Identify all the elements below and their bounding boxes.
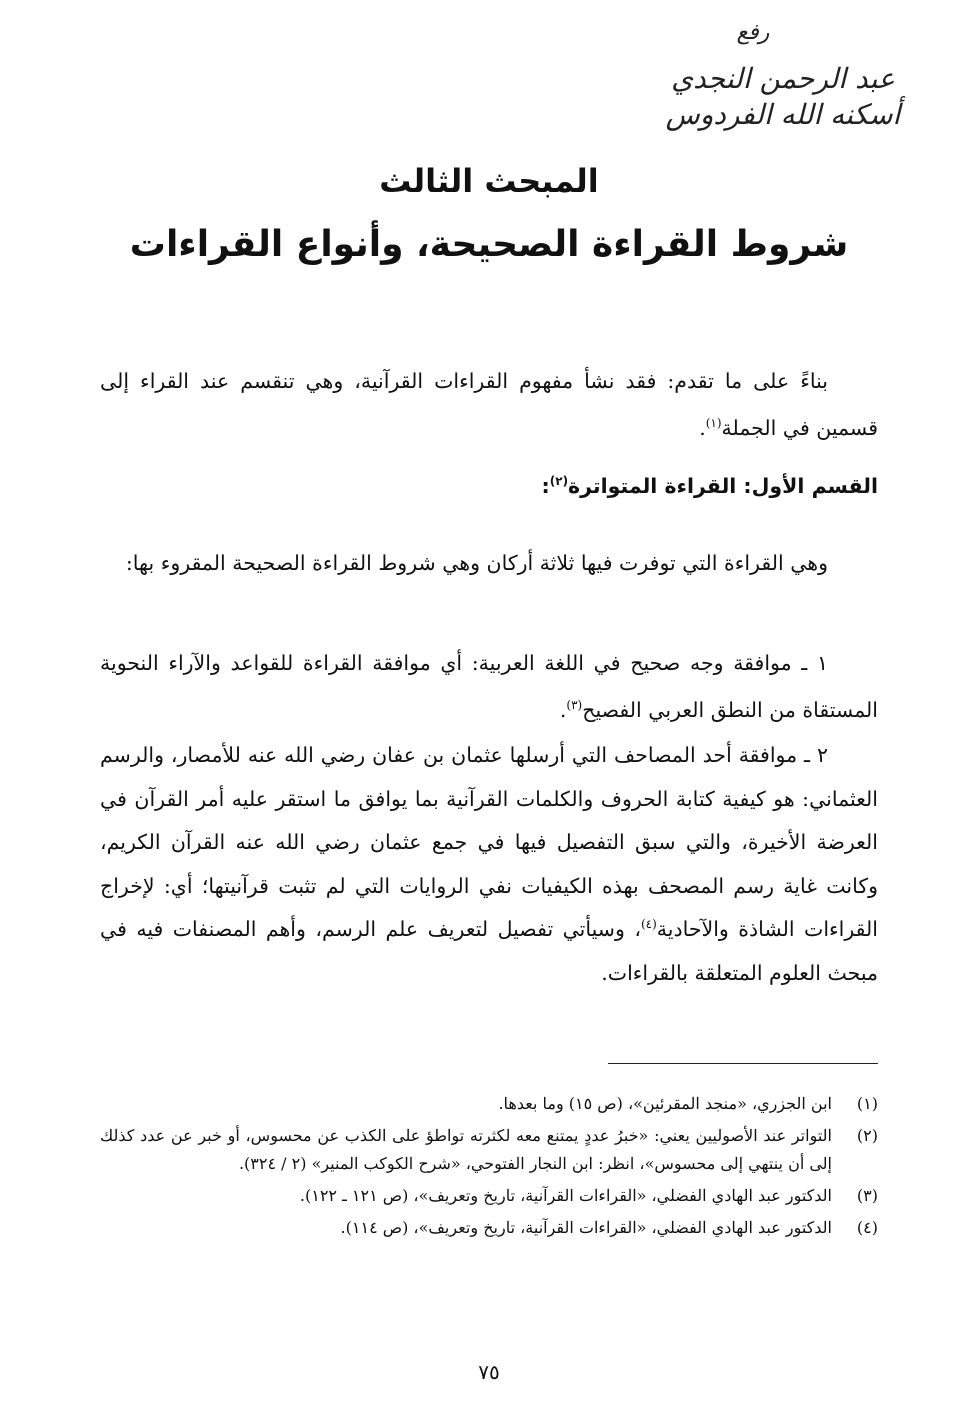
section-title: المبحث الثالث <box>379 162 599 200</box>
intro-end: . <box>699 416 706 440</box>
footnote-4 <box>100 1214 878 1242</box>
stamp-line-2: عبد الرحمن النجدي <box>671 62 895 96</box>
footnote-divider <box>608 1063 878 1064</box>
footnote-text: الدكتور عبد الهادي الفضلي، «القراءات القرآنية، تاريخ وتعريف»، (ص ١٢١ ـ ١٢٢). <box>299 1186 832 1205</box>
footnote-2 <box>100 1122 878 1178</box>
main-title: شروط القراءة الصحيحة، وأنواع القراءات <box>129 224 849 265</box>
definition-paragraph: وهي القراءة التي توفرت فيها ثلاثة أركان وهي شروط القراءة الصحيحة المقروء بها: <box>125 551 828 575</box>
footnote-text: الدكتور عبد الهادي الفضلي، «القراءات القرآنية، تاريخ وتعريف»، (ص ١١٤). <box>340 1218 832 1237</box>
page-number: ٧٥ <box>478 1360 500 1384</box>
footnote-ref-3[interactable]: (٣) <box>566 698 583 713</box>
condition-1-end: . <box>559 698 567 722</box>
footnote-number: (٤) <box>856 1218 878 1237</box>
condition-2-text-a: ٢ ـ موافقة أحد المصاحف التي أرسلها عثمان بن عفان رضي الله عنه للأمصار، والرسم العثماني: هو كيفية كتابة الحروف والكلمات القرآنية بما يوافق ما استقر عليه أمر القرآن في العرضة الأخيرة، والتي سبق التفصيل فيها في جمع عثمان رضي الله عنه القرآن الكريم، وكانت غاية رسم المصحف بهذه الكيفيات نفي الروايات التي لم تثبت قرآنيتها؛ أي: لإخراج القراءات الشاذة والآحادية <box>100 743 878 941</box>
footnote-number: (٢) <box>856 1126 878 1145</box>
stamp-line-3: أسكنه الله الفردوس <box>665 98 901 132</box>
intro-paragraph <box>100 358 878 452</box>
footnote-text: ابن الجزري، «منجد المقرئين»، (ص ١٥) وما بعدها. <box>498 1094 832 1113</box>
footnote-ref-2[interactable]: (٢) <box>549 474 569 489</box>
subheading-mutawatir <box>100 466 878 506</box>
handwritten-stamp <box>648 20 918 132</box>
subheading-end: : <box>541 474 550 498</box>
footnote-ref-4[interactable]: (٤) <box>640 917 657 932</box>
footnote-1 <box>100 1090 878 1118</box>
footnote-ref-1[interactable]: (١) <box>705 416 722 431</box>
footnote-text: التواتر عند الأصوليين يعني: «خبرُ عددٍ يمتنع معه لكثرته تواطؤ على الكذب عن محسوس، أو خبر عن عدد كذلك إلى أن ينتهي إلى محسوس»، انظر: ابن النجار الفتوحي، «شرح الكوكب المنير» (٢ / ٣٢٤). <box>100 1126 832 1173</box>
condition-2-paragraph <box>100 734 878 995</box>
footnote-number: (٣) <box>856 1186 878 1205</box>
subheading-text: القسم الأول: القراءة المتواترة <box>568 474 878 498</box>
footnote-3 <box>100 1182 878 1210</box>
condition-2-text-b: ، وسيأتي تفصيل لتعريف علم الرسم، وأهم المصنفات فيه في مبحث العلوم المتعلقة بالقراءات. <box>100 917 878 985</box>
intro-text: بناءً على ما تقدم: فقد نشأ مفهوم القراءات القرآنية، وهي تنقسم عند القراء إلى قسمين في الجملة <box>100 369 878 440</box>
condition-1-paragraph <box>100 640 878 734</box>
footnotes-list <box>100 1090 878 1246</box>
footnote-number: (١) <box>856 1094 878 1113</box>
stamp-line-1: رفع <box>736 20 770 45</box>
condition-1-text: ١ ـ موافقة وجه صحيح في اللغة العربية: أي موافقة القراءة للقواعد والآراء النحوية المستقاة من النطق العربي الفصيح <box>100 651 878 722</box>
